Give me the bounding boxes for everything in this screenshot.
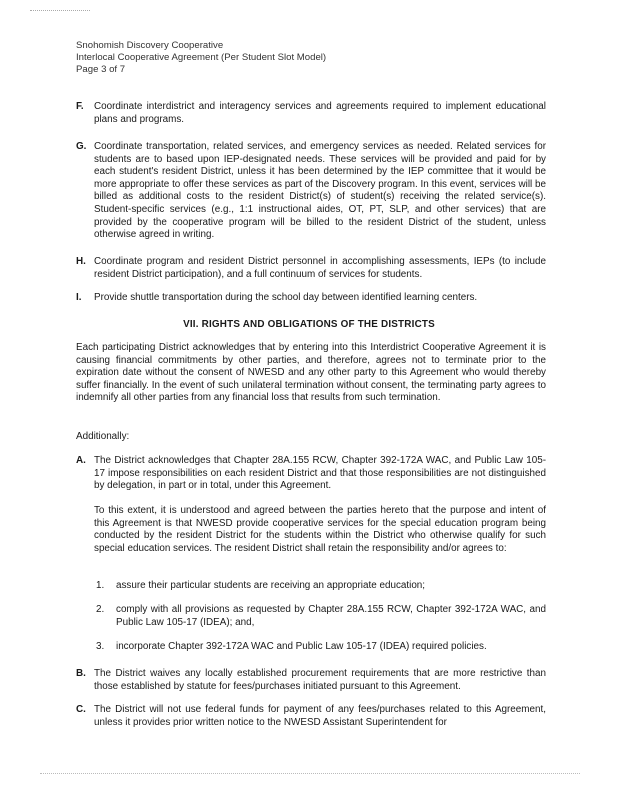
item-text: Coordinate program and resident District personnel in accomplishing assessments, IEPs (to include resident District participation), and a full continuum of services for students.	[94, 256, 546, 280]
item-label: F.	[76, 101, 84, 112]
sub-item-label: 3.	[96, 641, 105, 652]
item-label: I.	[76, 292, 82, 303]
sub-item-1	[96, 580, 546, 593]
item-a-paragraph: To this extent, it is understood and agreed between the parties hereto that the purpose and intent of this Agreement is that NWESD provide cooperative services for the special education program being conducted by the resident District for the students within the District who otherwise qualify for such special education services. The resident District shall retain the responsibility and/or agrees to:	[94, 505, 546, 554]
list-item-h	[76, 256, 546, 281]
list-item-b	[76, 668, 546, 693]
page-header	[76, 40, 326, 76]
sub-item-text: assure their particular students are receiving an appropriate education;	[116, 580, 426, 591]
list-item-c	[76, 704, 546, 729]
item-label: G.	[76, 141, 87, 152]
item-text: The District will not use federal funds for payment of any fees/purchases related to this Agreement, unless it provides prior written notice to the NWESD Assistant Superintendent for	[94, 704, 546, 728]
section-heading: VII. RIGHTS AND OBLIGATIONS OF THE DISTRICTS	[183, 319, 435, 330]
list-item-g	[76, 141, 546, 242]
item-text: Provide shuttle transportation during the school day between identified learning centers.	[94, 292, 478, 303]
item-text: The District waives any locally established procurement requirements that are more restrictive than those established by statute for fees/purchases initiated pursuant to this Agreement.	[94, 668, 546, 692]
list-item-f	[76, 101, 546, 126]
sub-item-2	[96, 604, 546, 629]
sub-item-label: 1.	[96, 580, 105, 591]
header-org: Snohomish Discovery Cooperative	[76, 40, 224, 51]
intro-paragraph: Each participating District acknowledges that by entering into this Interdistrict Cooperative Agreement it is causing financial commitments by other parties, and therefore, agrees not to terminate prior to the expiration date without the consent of NWESD and any other party to this Agreement who would thereby suffer financially. In the event of such unilateral termination without consent, the terminating party agrees to indemnify all other parties from any financial loss that results from such termination.	[76, 342, 546, 404]
list-item-i	[76, 292, 546, 305]
scan-footer-specks	[40, 773, 580, 778]
item-text: The District acknowledges that Chapter 28A.155 RCW, Chapter 392-172A WAC, and Public Law 105-17 impose responsibilities on each resident District and that those responsibilities are not distinguished by delegation, in part or in total, under this Agreement.	[94, 455, 546, 492]
item-text: Coordinate transportation, related services, and emergency services as needed. Related services for students are to based upon IEP-designated needs. These services will be provided and paid for by each student's resident District, unless it has been determined by the IEP committee that it would be more appropriate to offer these services as part of the Discovery program. In this event, services will be billed as additional costs to the resident District(s) of student(s) receiving the related service(s). Student-specific services (e.g., 1:1 instructional aides, OT, PT, SLP, and other services) that are provided by the cooperative program will be billed to the resident District of the student, unless otherwise agreed in writing.	[94, 141, 546, 241]
sub-item-label: 2.	[96, 604, 105, 615]
additionally-label: Additionally:	[76, 431, 130, 442]
scan-speck	[30, 10, 90, 13]
list-item-a	[76, 455, 546, 493]
sub-item-3	[96, 641, 546, 654]
item-label: C.	[76, 704, 86, 715]
item-label: H.	[76, 256, 86, 267]
header-agreement: Interlocal Cooperative Agreement (Per Student Slot Model)	[76, 52, 327, 63]
item-label: B.	[76, 668, 86, 679]
sub-item-text: incorporate Chapter 392-172A WAC and Public Law 105-17 (IDEA) required policies.	[116, 641, 487, 652]
sub-item-text: comply with all provisions as requested by Chapter 28A.155 RCW, Chapter 392-172A WAC, and Public Law 105-17 (IDEA); and,	[116, 604, 546, 628]
header-page-number: Page 3 of 7	[76, 64, 126, 75]
item-text: Coordinate interdistrict and interagency services and agreements required to implement educational plans and programs.	[94, 101, 546, 125]
item-label: A.	[76, 455, 86, 466]
